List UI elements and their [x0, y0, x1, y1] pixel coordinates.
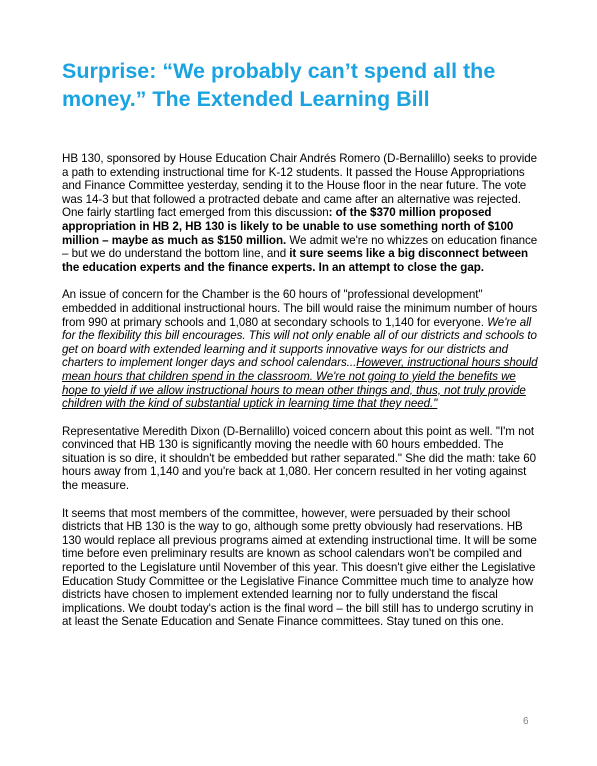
- paragraph-2-underlined-quote: However, instructional hours should mean hours that children spend in the classroom. We're not going to yield the benefits we hope to yield if we allow instructional hours to mean other things and, thus, not truly provide children with the kind of substantial uptick in learning time that they need.": [62, 356, 538, 411]
- article-title: Surprise: “We probably can’t spend all the money.” The Extended Learning Bill: [62, 59, 496, 111]
- paragraph-2: [62, 288, 540, 410]
- article-body: [62, 152, 540, 643]
- paragraph-4: It seems that most members of the committee, however, were persuaded by their school districts that HB 130 is the way to go, although some pretty obviously had reservations. HB 130 would replace all previous programs aimed at extending instructional time. It will be some time before even preliminary results are known as school calendars won't be compiled and reported to the Legislature until November of this year. This doesn't give either the Legislative Education Study Committee or the Legislative Finance Committee much time to analyze how districts have chosen to implement extended learning nor to fully understand the fiscal implications. We doubt today's action is the final word – the bill still has to undergo scrutiny in at least the Senate Education and Senate Finance committees. Stay tuned on this one.: [62, 506, 537, 629]
- page-number: 6: [523, 716, 529, 727]
- paragraph-1-text-continued: We admit we're no whizzes on education finance – but we do understand the bottom line, and: [62, 233, 538, 261]
- paragraph-1-bold-finding: : of the $370 million proposed appropriation in HB 2, HB 130 is likely to be unable to use something north of $100 million – maybe as much as $150 million.: [62, 206, 514, 247]
- paragraph-2-italic-quote: We're all for the flexibility this bill encourages. This will not only enable all of our districts and schools to get on board with extended learning and it supports innovative ways for our districts and charters to implement longer days and school calendars...: [62, 315, 537, 370]
- paragraph-1: [62, 152, 540, 274]
- paragraph-3: Representative Meredith Dixon (D-Bernalillo) voiced concern about this point as well. "I'm not convinced that HB 130 is significantly moving the needle with 60 hours embedded. The situation is so dire, it shouldn't be embedded but rather separated." She did the math: take 60 hours away from 1,140 and you're back at 1,080. Her concern resulted in her voting against the measure.: [62, 424, 537, 493]
- paragraph-1-bold-conclusion: it sure seems like a big disconnect between the education experts and the finance experts. In an attempt to close the gap.: [62, 247, 529, 274]
- paragraph-1-text: HB 130, sponsored by House Education Chair Andrés Romero (D-Bernalillo) seeks to provide a path to extending instructional time for K-12 students. It passed the House Appropriations and Finance Committee yesterday, sending it to the House floor in the near future. The vote was 14-3 but that followed a protracted debate and came after an alternative was rejected. One fairly startling fact emerged from this discussion: [62, 152, 538, 220]
- paragraph-2-text: An issue of concern for the Chamber is the 60 hours of "professional development" embedded in additional instructional hours. The bill would raise the minimum number of hours from 990 at primary schools and 1,080 at secondary schools to 1,140 for everyone.: [62, 288, 538, 329]
